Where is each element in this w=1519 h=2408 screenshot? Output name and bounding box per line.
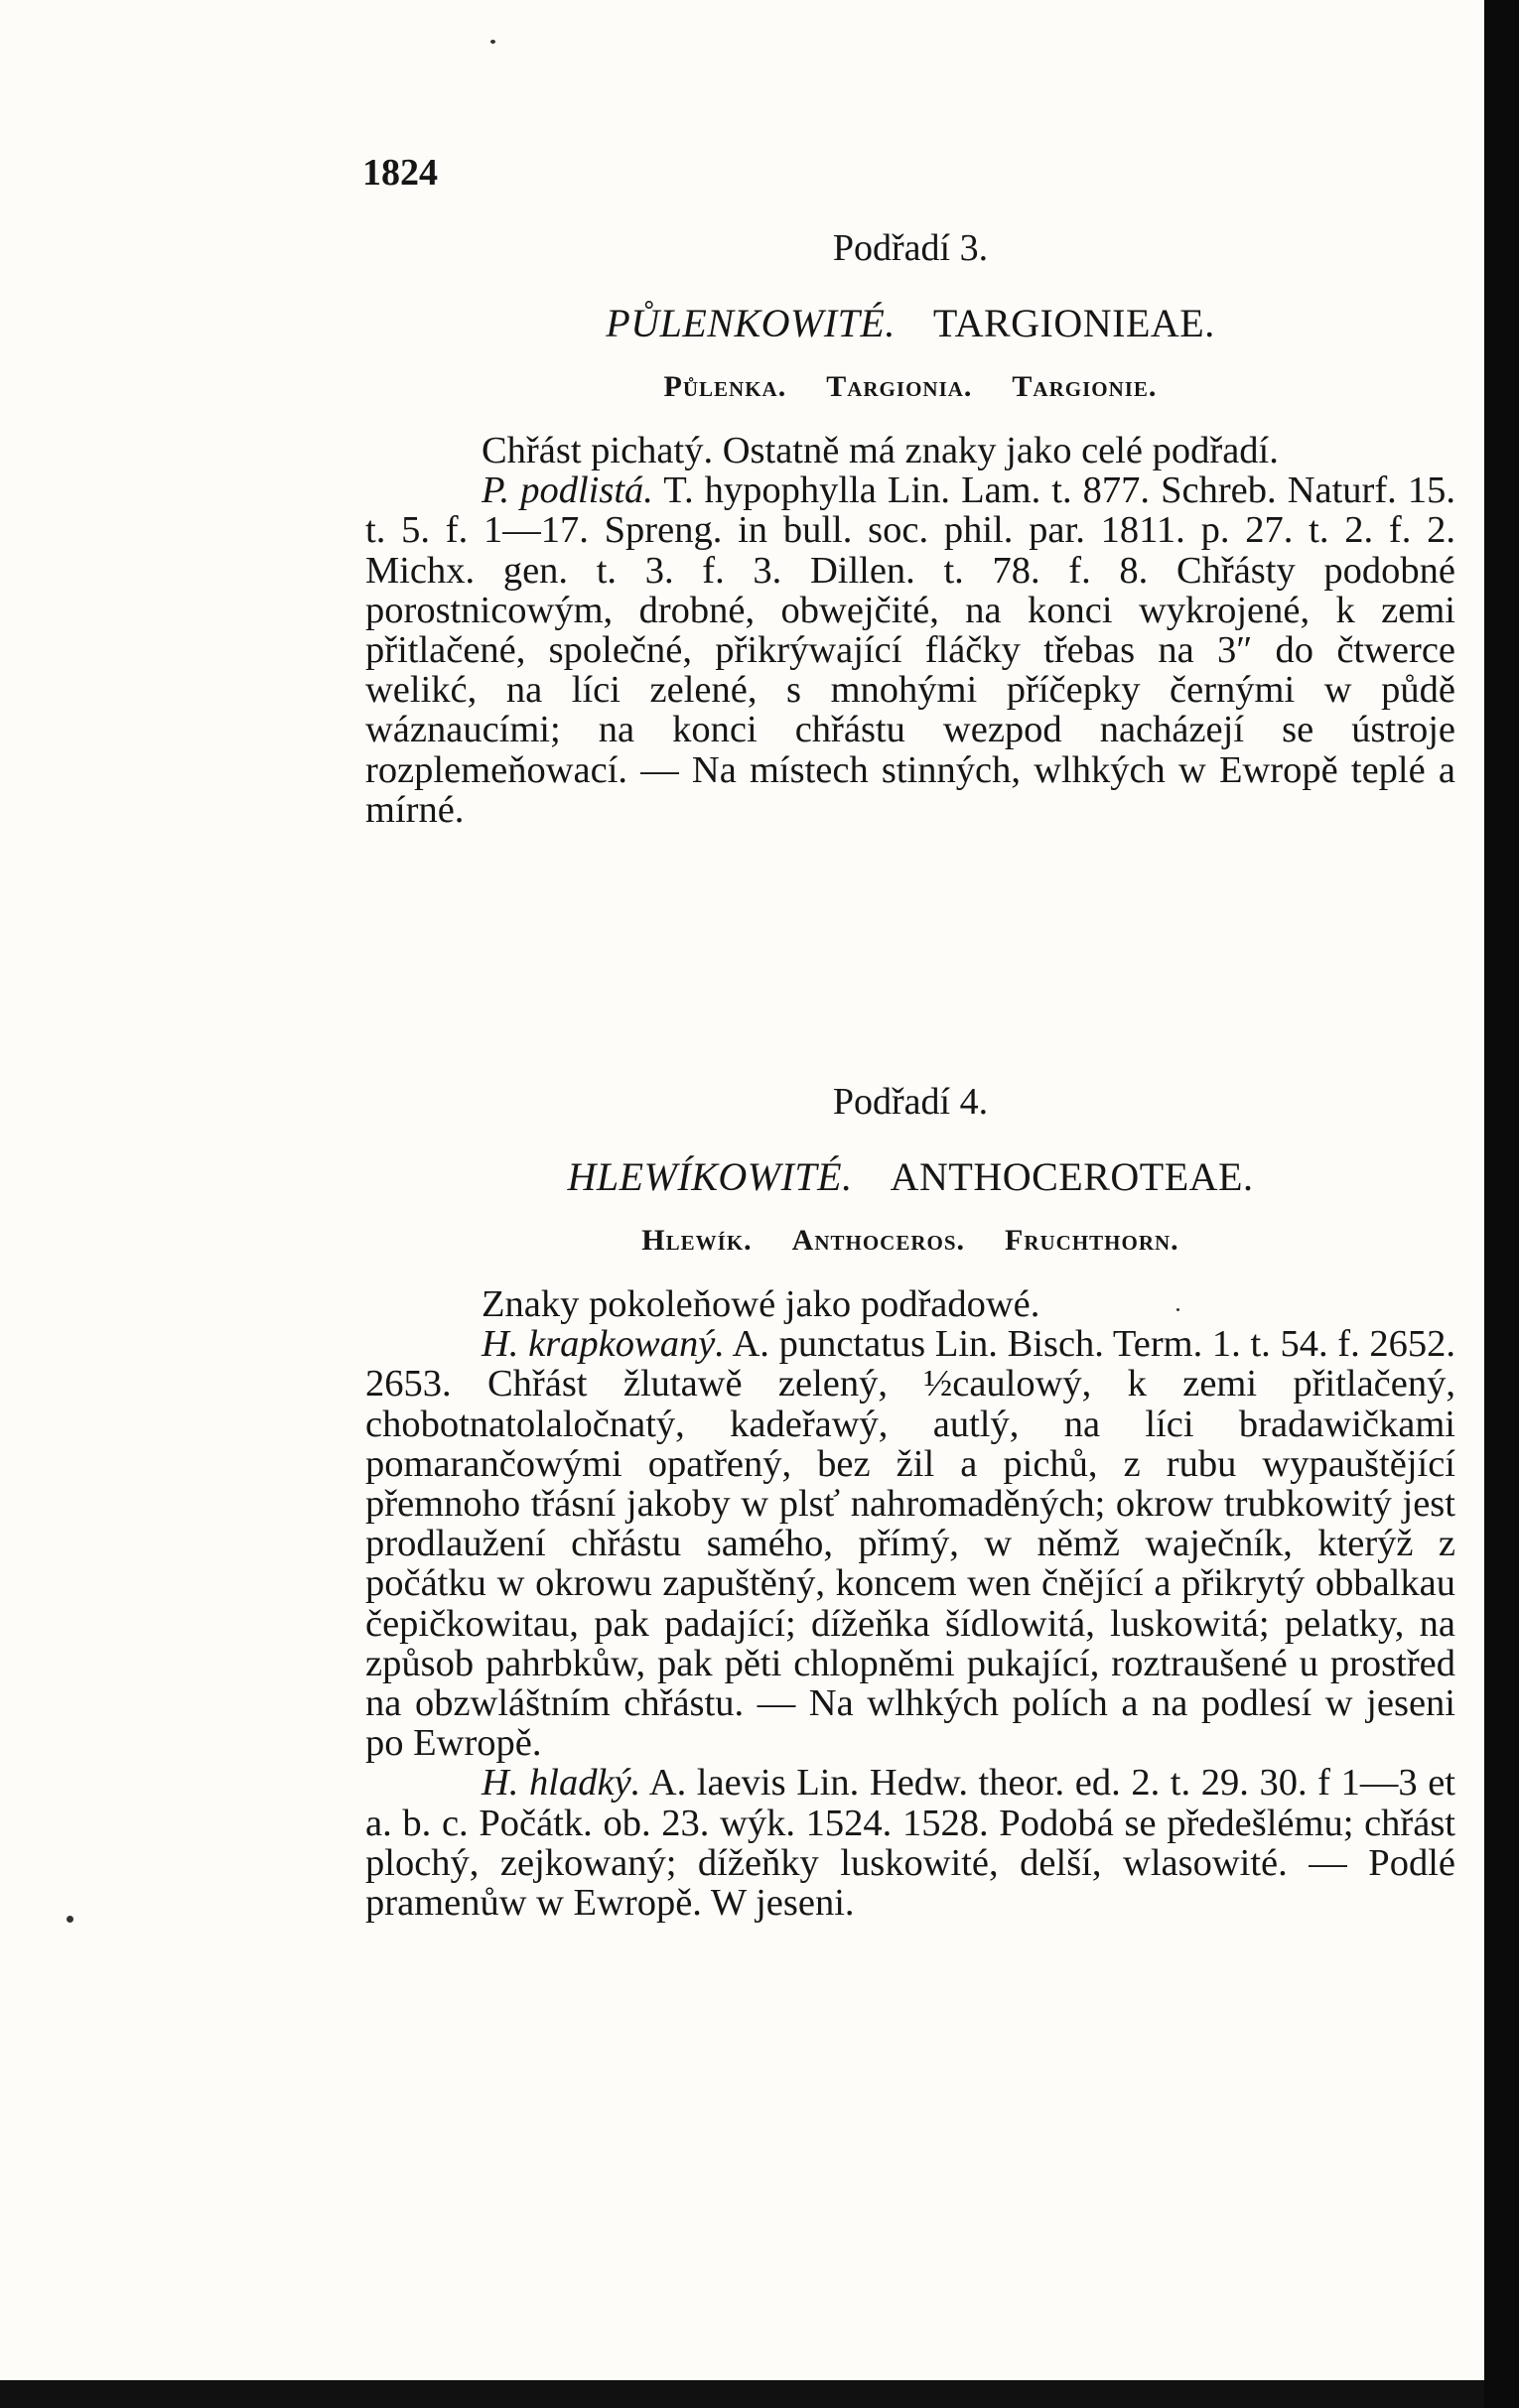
page-number: 1824 (362, 152, 438, 194)
section-4-title-latin: ANTHOCEROTEAE. (890, 1154, 1254, 1199)
section-3-title-czech: PŮLENKOWITÉ. (606, 301, 896, 345)
section-4-genus-names (365, 1221, 1455, 1261)
species-entry (365, 1324, 1455, 1763)
scan-speck (67, 1916, 73, 1923)
section-4 (365, 1080, 1455, 1923)
species-text: A. laevis Lin. Hedw. theor. ed. 2. t. 29. 30. f 1—3 et a. b. c. Počátk. ob. 23. wýk. 1524. 1528. Podobá se předešlému; chřást plochý, zejkowaný; dížeňky luskowité, delší, wlasowité. — Podlé pramenůw w Ewropě. W jeseni. (365, 1762, 1455, 1925)
genus-name-czech: Půlenka. (663, 370, 787, 403)
section-3-genus-names (365, 367, 1455, 407)
species-name: H. krapkowaný. (482, 1323, 725, 1366)
species-text: T. hypophylla Lin. Lam. t. 877. Schreb. Naturf. 15. t. 5. f. 1—17. Spreng. in bull. soc. phil. par. 1811. p. 27. t. 2. f. 2. Michx. gen. t. 3. f. 3. Dillen. t. 78. f. 8. Chřásty podobné porostnicowým, drobné, obwejčité, na konci wykrojené, k zemi přitlačené, společné, přikrýwající fláčky třebas na 3″ do čtwerce welikć, na líci zelené, s mnohými příčepky černými w půdě wáznaucími; na konci chřástu wezpod nacházejí se ústroje rozplemeňowací. — Na místech stinných, wlhkých w Ewropě teplé a mírné. (365, 469, 1455, 831)
section-3-title (365, 298, 1455, 349)
species-name: H. hladký. (482, 1762, 641, 1805)
section-4-heading: Podřadí 4. (832, 1081, 989, 1123)
section-3-body (365, 431, 1455, 830)
species-text: A. punctatus Lin. Bisch. Term. 1. t. 54. f. 2652. 2653. Chřást žlutawě zelený, ½caulowý, k zemi přitlačený, chobotnatolaločnatý, kadeřawý, autlý, na líci bradawičkami pomarančowými opatřený, bez žil a pichů, z rubu wypauštějící přemnoho třásní jakoby w plsť nahromaděných; okrow trubkowitý jest prodlaužení chřástu samého, přímý, w němž waječník, kterýž z počátku w okrowu zapuštěný, koncem wen čnějící a přikrytý obbalkau čepičkowitau, pak padající; dížeňka šídlowitá, luskowitá; pelatky, na způsob pahrbkůw, pak pěti chlopněmi pukající, roztraušené u prostřed na obzwláštním chřástu. — Na wlhkých polích a na podlesí w jeseni po Ewropě. (365, 1323, 1455, 1765)
section-4-title-czech: HLEWÍKOWITÉ. (567, 1154, 853, 1199)
genus-name-latin: Anthoceros. (791, 1224, 966, 1257)
section-4-body (365, 1284, 1455, 1923)
scan-speck (490, 40, 495, 44)
scan-border-bottom (0, 2380, 1484, 2408)
section-3-title-latin: TARGIONIEAE. (932, 301, 1215, 345)
section-4-title (365, 1151, 1455, 1203)
species-name: P. podlistá. (482, 469, 653, 512)
scan-border-right (1484, 0, 1519, 2408)
section-4-description: Znaky pokoleňowé jako podřadowé. (482, 1283, 1040, 1325)
genus-name-czech: Hlewík. (641, 1224, 753, 1257)
section-3-description: Chřást pichatý. Ostatně má znaky jako celé podřadí. (482, 430, 1279, 471)
genus-name-german: Targionie. (1012, 370, 1158, 403)
genus-name-german: Fruchthorn. (1005, 1224, 1179, 1257)
species-entry (365, 470, 1455, 830)
species-entry (365, 1763, 1455, 1923)
section-3 (365, 226, 1455, 830)
section-3-heading: Podřadí 3. (832, 227, 989, 269)
genus-name-latin: Targionia. (826, 370, 973, 403)
